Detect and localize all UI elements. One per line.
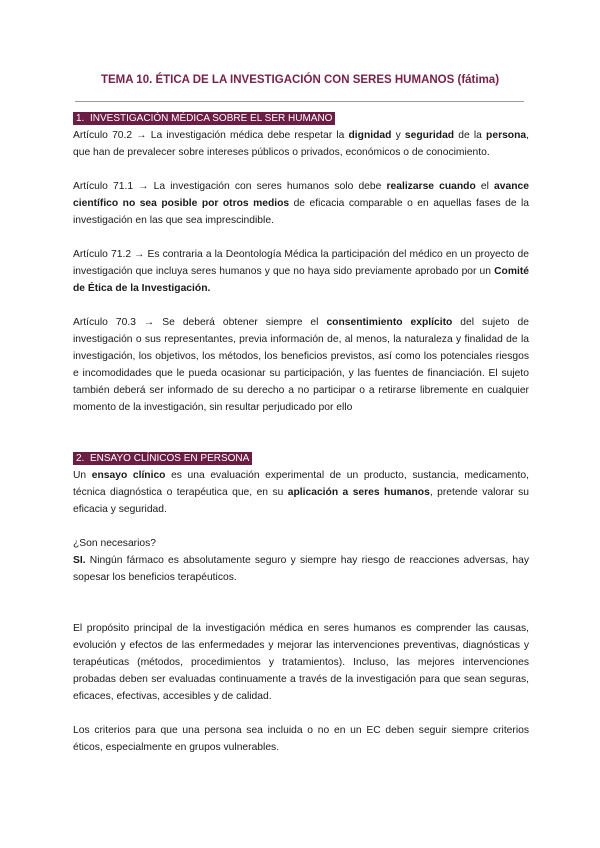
- bold-run: persona: [486, 130, 527, 141]
- text-run: Artículo 71.2 → Es contraria a la Deontología Médica la participación del médico en un proyecto de investigación que incluya seres humanos y que no haya sido previamente aprobado por un: [73, 249, 529, 277]
- ensayo-clinico-definition: [73, 467, 529, 518]
- section-2-heading: [73, 450, 529, 467]
- criteria-paragraph: Los criterios para que una persona sea incluida o no en un EC deben seguir siempre criterios éticos, especialmente en grupos vulnerables.: [73, 725, 529, 753]
- bold-run: seguridad: [404, 130, 455, 141]
- necessity-answer: [73, 552, 529, 586]
- bold-run: Comité de Ética de la Investigación.: [73, 266, 529, 294]
- text-run: el: [475, 181, 495, 192]
- text-run: , pretende valorar su eficacia y seguridad.: [73, 487, 529, 515]
- section-2-highlight: [73, 452, 252, 465]
- bold-run: avance científico no sea posible por otros medios: [73, 181, 529, 209]
- section-1-highlight: [73, 112, 335, 125]
- text-run: , que han de prevalecer sobre intereses públicos o privados, económicos o de conocimiento.: [73, 130, 529, 158]
- article-70-3-paragraph: [73, 314, 529, 416]
- text-run: y: [391, 130, 405, 141]
- title-divider: [75, 101, 524, 102]
- bold-run: consentimiento explícito: [326, 317, 453, 328]
- document-title: TEMA 10. ÉTICA DE LA INVESTIGACIÓN CON SERES HUMANOS (fátima): [100, 74, 500, 86]
- section-2-title: ENSAYO CLÍNICOS EN PERSONA: [90, 453, 250, 464]
- section-2-number: 2.: [76, 453, 85, 464]
- text-run: es una evaluación experimental de un producto, sustancia, medicamento, técnica diagnóstica o terapéutica que, en su: [73, 470, 529, 498]
- section-1-title: INVESTIGACIÓN MÉDICA SOBRE EL SER HUMANO: [90, 113, 333, 124]
- document-body: [73, 110, 529, 756]
- article-71-1-paragraph: [73, 178, 529, 229]
- necessity-question: ¿Son necesarios?: [73, 538, 156, 549]
- bold-run: dignidad: [348, 130, 392, 141]
- text-run: Ningún fármaco es absolutamente seguro y siempre hay riesgo de reacciones adversas, hay sopesar los beneficios terapéuticos.: [73, 555, 529, 583]
- text-run: Un: [73, 470, 92, 481]
- bold-run: SI.: [73, 555, 86, 566]
- section-1-number: 1.: [76, 113, 85, 124]
- text-run: de la: [454, 130, 487, 141]
- bold-run: realizarse cuando: [386, 181, 476, 192]
- bold-run: ensayo clínico: [91, 470, 166, 481]
- section-1-heading: [73, 110, 529, 127]
- purpose-paragraph: El propósito principal de la investigación médica en seres humanos es comprender las causas, evolución y efectos de las enfermedades y mejorar las intervenciones preventivas, diagnósticas y terapéuticas (métodos, procedimientos y tratamientos). Incluso, las mejores intervenciones probadas deben ser evaluadas continuamente a través de la investigación para que sean seguras, eficaces, efectivas, accesibles y de calidad.: [73, 623, 529, 702]
- text-run: del sujeto de investigación o sus representantes, previa información de, al menos, la naturaleza y finalidad de la investigación, los objetivos, los métodos, los beneficios previstos, así como los potenciales riesgos e incomodidades que le pueda ocasionar su participación, y las fuentes de financiación. El sujeto también deberá ser informado de su derecho a no participar o a retirarse libremente en cualquier momento de la investigación, sin resultar perjudicado por ello: [73, 317, 529, 413]
- text-run: Artículo 70.2 → La investigación médica debe respetar la: [73, 130, 349, 141]
- text-run: Artículo 70.3 → Se deberá obtener siempre el: [73, 317, 327, 328]
- text-run: de eficacia comparable o en aquellas fases de la investigación en las que sea imprescindible.: [73, 198, 530, 226]
- article-70-2-paragraph: [73, 127, 529, 161]
- text-run: Artículo 71.1 → La investigación con seres humanos solo debe: [73, 181, 387, 192]
- article-71-2-paragraph: [73, 246, 529, 297]
- bold-run: aplicación a seres humanos: [287, 487, 430, 498]
